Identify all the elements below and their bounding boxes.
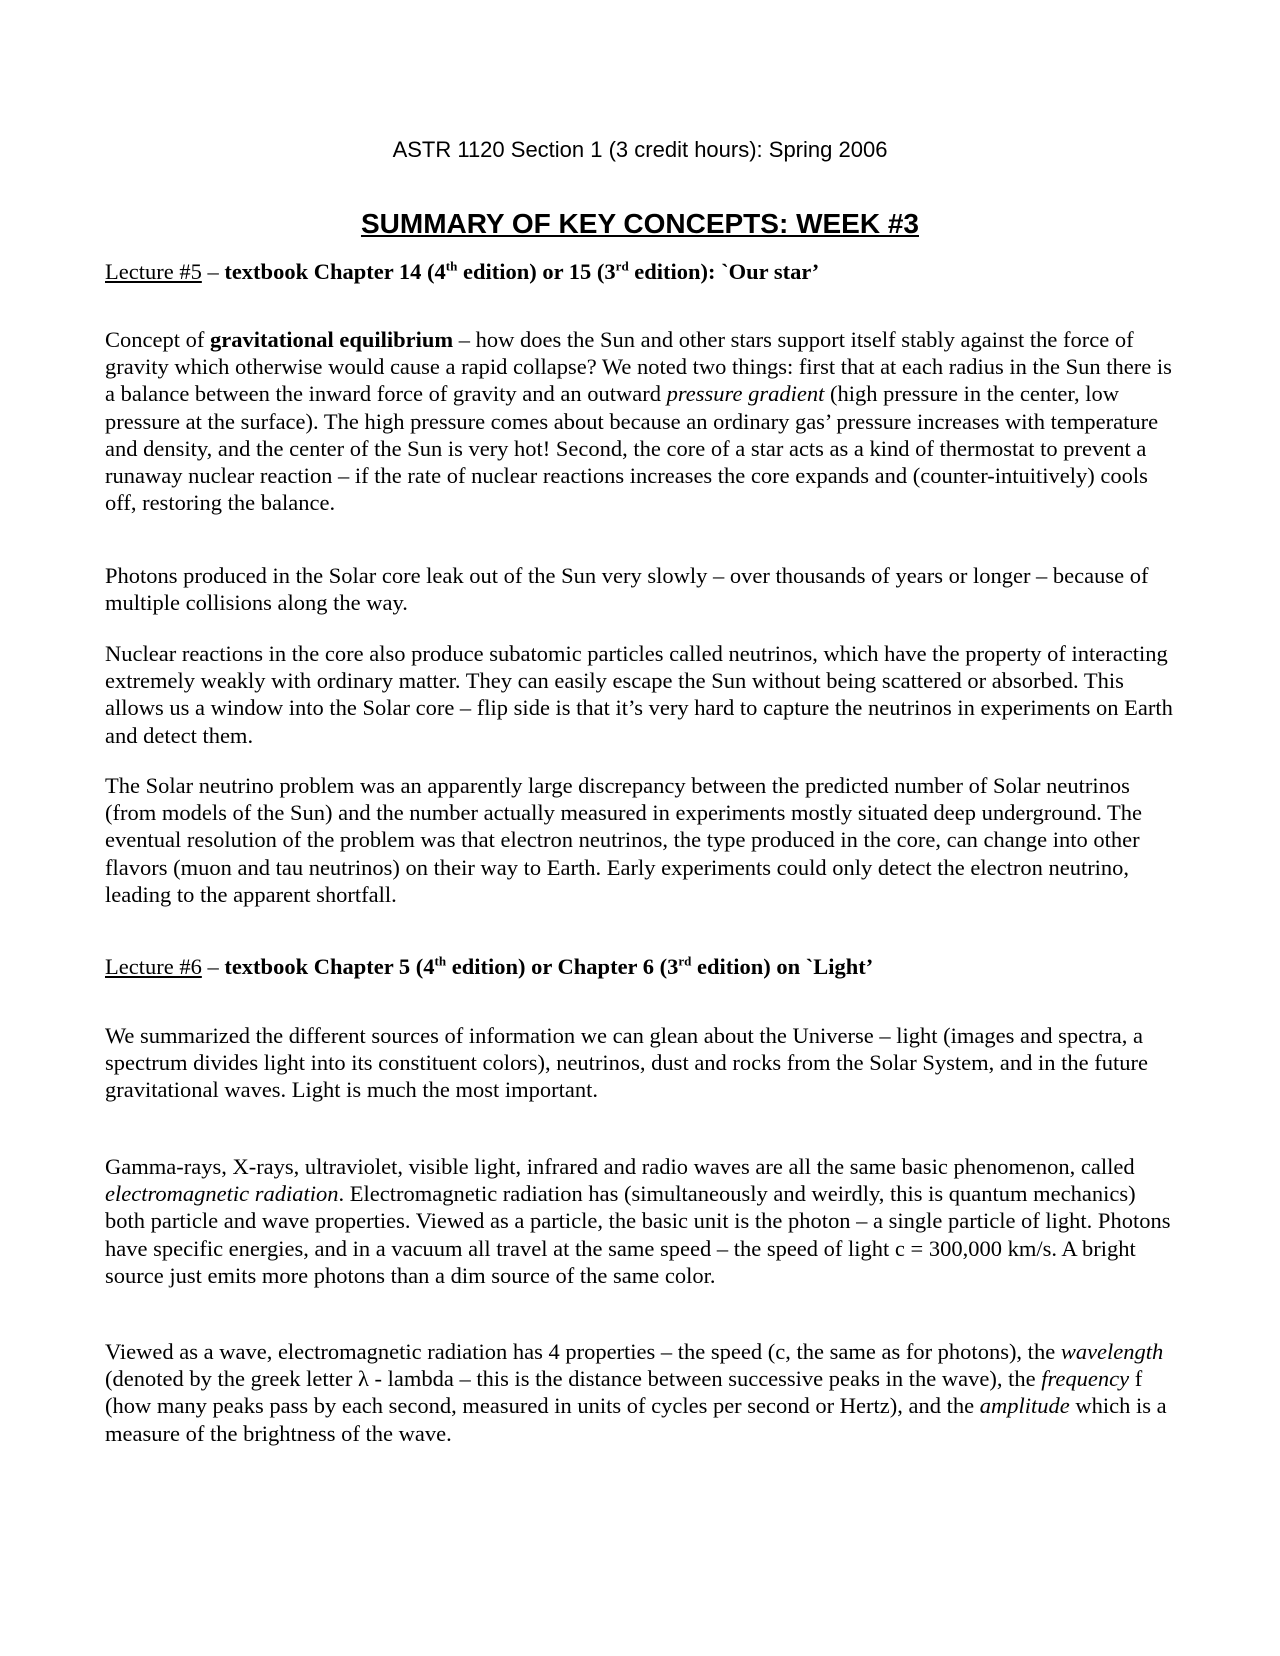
lecture-6-label: Lecture #6 (105, 954, 202, 979)
term-amplitude: amplitude (979, 1393, 1070, 1419)
term-pressure-gradient: pressure gradient (666, 381, 825, 407)
paragraph-wave-properties: Viewed as a wave, electromagnetic radiation has 4 properties – the speed (c, the same as for photons), the wavelength (denoted by the greek letter λ - lambda – this is the distance between successive peaks in the wave), the frequency f (how many peaks pass by each second, measured in units of cycles per second or Hertz), and the amplitude which is a measure of the brightness of the wave. (105, 1339, 1167, 1446)
paragraph-electromagnetic-radiation: Gamma-rays, X-rays, ultraviolet, visible light, infrared and radio waves are all the same basic phenomenon, called electromagnetic radiation. Electromagnetic radiation has (simultaneously and weirdly, this is quantum mechanics) both particle and wave properties. Viewed as a particle, the basic unit is the photon – a single particle of light. Photons have specific energies, and in a vacuum all travel at the same speed – the speed of light c = 300,000 km/s. A bright source just emits more photons than a dim source of the same color. (105, 1154, 1171, 1288)
paragraph-neutrinos: Nuclear reactions in the core also produce subatomic particles called neutrinos, which have the property of interacting extremely weakly with ordinary matter. They can easily escape the Sun without being scattered or absorbed. This allows us a window into the Solar core – flip side is that it’s very hard to capture the neutrinos in experiments on Earth and detect them. (105, 641, 1173, 748)
lecture-5-heading: Lecture #5 – textbook Chapter 14 (4th edition) or 15 (3rd edition): `Our star’ (105, 258, 820, 284)
paragraph-solar-neutrino-problem: The Solar neutrino problem was an apparently large discrepancy between the predicted number of Solar neutrinos (from models of the Sun) and the number actually measured in experiments mostly situated deep underground. The eventual resolution of the problem was that electron neutrinos, the type produced in the core, can change into other flavors (muon and tau neutrinos) on their way to Earth. Early experiments could only detect the electron neutrino, leading to the apparent shortfall. (105, 773, 1143, 907)
term-wavelength: wavelength (1060, 1339, 1164, 1364)
term-gravitational-equilibrium: gravitational equilibrium (209, 327, 454, 352)
paragraph-photons: Photons produced in the Solar core leak out of the Sun very slowly – over thousands of years or longer – because of multiple collisions along the way. (105, 563, 1149, 616)
page-title: SUMMARY OF KEY CONCEPTS: WEEK #3 (360, 208, 919, 239)
lecture-6-heading: Lecture #6 – textbook Chapter 5 (4th edition) or Chapter 6 (3rd edition) on `Light’ (105, 953, 874, 979)
term-frequency: frequency (1041, 1366, 1130, 1392)
paragraph-information-sources: We summarized the different sources of information we can glean about the Universe – light (images and spectra, a spectrum divides light into its constituent colors), neutrinos, dust and rocks from the Solar System, and in the future gravitational waves. Light is much the most important. (105, 1023, 1148, 1103)
term-electromagnetic-radiation: electromagnetic radiation (105, 1181, 339, 1207)
lecture-5-label: Lecture #5 (105, 259, 202, 284)
course-line: ASTR 1120 Section 1 (3 credit hours): Spring 2006 (392, 137, 888, 162)
paragraph-gravitational-equilibrium: Concept of gravitational equilibrium – how does the Sun and other stars support itself stably against the force of gravity which otherwise would cause a rapid collapse? We noted two things: first that at each radius in the Sun there is a balance between the inward force of gravity and an outward pressure gradient (high pressure in the center, low pressure at the surface). The high pressure comes about because an ordinary gas’ pressure increases with temperature and density, and the center of the Sun is very hot! Second, the core of a star acts as a kind of thermostat to prevent a runaway nuclear reaction – if the rate of nuclear reactions increases the core expands and (counter-intuitively) cools off, restoring the balance. (105, 327, 1172, 516)
